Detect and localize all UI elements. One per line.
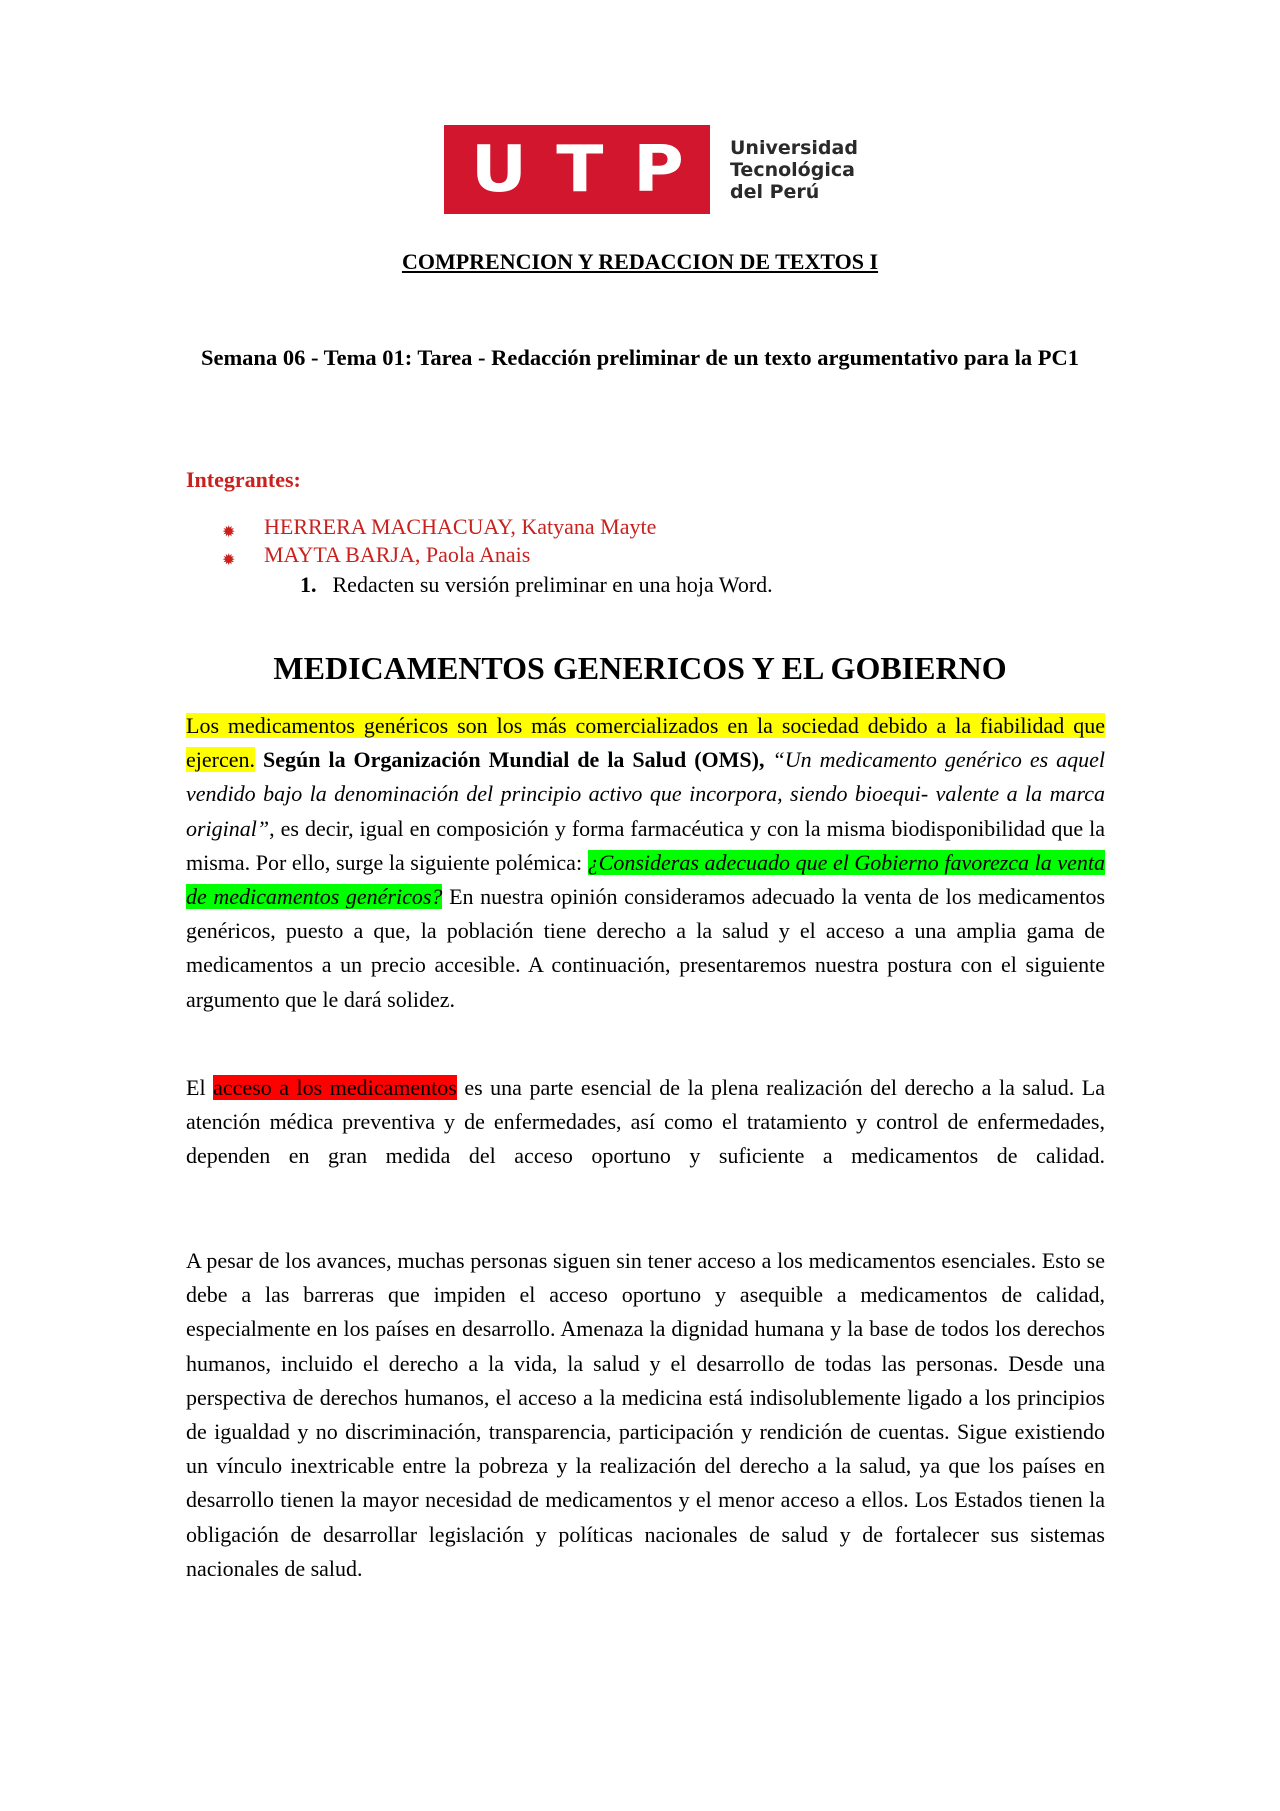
essay-title: MEDICAMENTOS GENERICOS Y EL GOBIERNO <box>273 650 1007 686</box>
members-label: Integrantes: <box>186 467 301 492</box>
logo-letter-u: U <box>470 132 527 207</box>
logo-text-line-2: Tecnológica <box>730 158 855 181</box>
highlight-access: acceso a los medicamentos <box>213 1075 457 1100</box>
thesis-statement: En nuestra opinión consideramos adecuado la venta de los medicamentos genéricos, puesto a que, la población tiene derecho a la salud y el acceso a una amplia gama de medicamentos a un precio accesible. A continuación, presentaremos nuestra postura con el siguiente argumento que le dará solidez. <box>186 884 1106 1012</box>
logo-letter-t: T <box>555 132 604 207</box>
instruction-number: 1. <box>300 572 317 597</box>
highlight-intro: Los medicamentos genéricos son los más comercializados en la sociedad debido a la fiabilidad que ejercen. <box>186 713 1105 773</box>
member-item <box>220 513 656 541</box>
paragraph-lead: El <box>186 1075 206 1100</box>
assignment-title: Semana 06 - Tema 01: Tarea - Redacción preliminar de un texto argumentativo para la PC1 <box>200 345 1080 370</box>
instruction-text: Redacten su versión preliminar en una hoja Word. <box>332 572 773 597</box>
utp-logo-mark <box>444 125 710 214</box>
utp-logo-wordmark <box>730 137 858 203</box>
essay-paragraph-1 <box>186 709 1105 1017</box>
utp-logo <box>444 125 858 214</box>
essay-paragraph-3: A pesar de los avances, muchas personas siguen sin tener acceso a los medicamentos esenciales. Esto se debe a las barreras que impiden el acceso oportuno y asequible a medicamentos de calidad, especialmente en los países en desarrollo. Amenaza la dignidad humana y la base de todos los derechos humanos, incluido el derecho a la vida, la salud y el desarrollo de todas las personas. Desde una perspectiva de derechos humanos, el acceso a la medicina está indisolublemente ligado a los principios de igualdad y no discriminación, transparencia, participación y rendición de cuentas. Sigue existiendo un vínculo inextricable entre la pobreza y la realización del derecho a la salud, ya que los países en desarrollo tienen la mayor necesidad de medicamentos y el menor acceso a ellos. Los Estados tienen la obligación de desarrollar legislación y políticas nacionales de salud y de fortalecer sus sistemas nacionales de salud. <box>186 1248 1105 1581</box>
bullet-icon: ✹ <box>222 552 236 569</box>
member-name: HERRERA MACHACUAY, Katyana Mayte <box>264 514 657 539</box>
member-name: MAYTA BARJA, Paola Anais <box>264 542 531 567</box>
paragraph-rest: es una parte esencial de la plena realización del derecho a la salud. La atención médica preventiva y de enfermedades, así como el tratamiento y control de enfermedades, dependen en gran medida del acceso oportuno y suficiente a medicamentos de calidad. <box>186 1075 1106 1169</box>
course-title: COMPRENCION Y REDACCION DE TEXTOS I <box>401 249 879 274</box>
quote-explanation: , es decir, igual en composición y forma farmacéutica y con la misma biodisponibilidad que la misma. Por ello, surge la siguiente polémica: <box>186 815 1105 875</box>
logo-text-line-3: del Perú <box>730 180 820 203</box>
essay-paragraph-2 <box>186 1071 1105 1174</box>
members-list <box>220 513 656 569</box>
member-item <box>220 541 656 569</box>
source-reference: Según la Organización Mundial de la Salud (OMS), <box>263 747 765 773</box>
oms-quote: “Un medicamento genérico es aquel vendido bajo la denominación del principio activo que incorpora, siendo bioequi- valente a la marca original” <box>186 747 1106 841</box>
bullet-icon: ✹ <box>222 524 236 541</box>
instruction-item <box>300 572 773 598</box>
logo-letter-p: P <box>632 132 684 207</box>
debate-question: ¿Consideras adecuado que el Gobierno favorezca la venta de medicamentos genéricos? <box>186 849 1105 910</box>
logo-text-line-1: Universidad <box>730 136 858 159</box>
